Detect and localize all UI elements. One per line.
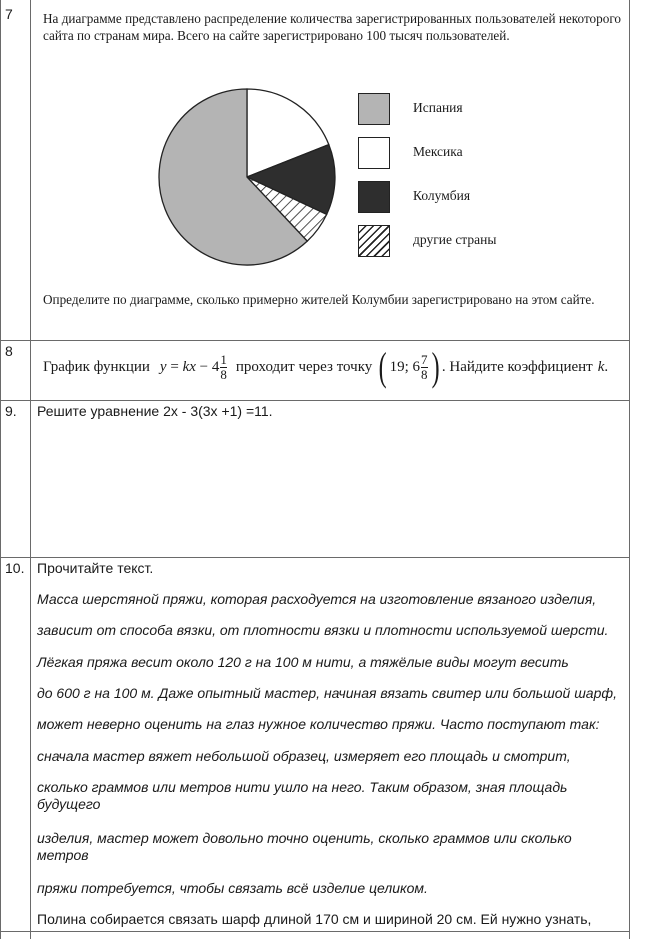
pie-chart	[147, 77, 347, 277]
text-line-2: зависит от способа вязки, от плотности вязки и плотности используемой шерсти.	[37, 622, 609, 638]
fraction-2-denominator: 8	[421, 366, 428, 382]
legend-label-2: Мексика	[413, 144, 463, 159]
fraction-1-numerator: 1	[220, 351, 227, 367]
legend-label-1: Испания	[413, 100, 463, 115]
legend-swatch-3	[358, 181, 390, 213]
text-line-1: Масса шерстяной пряжи, которая расходуется на изготовление вязаного изделия,	[37, 591, 597, 607]
task-8-tail: . Найдите коэффициент	[441, 358, 593, 375]
row-divider-9-10	[0, 557, 630, 558]
equals-sign: =	[166, 358, 183, 375]
text-line-7: сколько граммов или метров нити ушло на него. Таким образом, зная площадь будущего	[37, 779, 568, 812]
text-line-5: может неверно оценить на глаз нужное количество пряжи. Часто поступают так:	[37, 716, 600, 732]
text-line-9: пряжи потребуется, чтобы связать всё изделие целиком.	[37, 880, 428, 896]
table-border-bottom	[0, 931, 630, 932]
table-border-right	[629, 0, 630, 939]
legend-swatch-4	[358, 225, 390, 257]
table-border-left	[0, 0, 1, 939]
legend-label-4: другие страны	[413, 232, 497, 247]
paren-left: (	[378, 344, 387, 389]
task-8-lead: График функции	[43, 358, 150, 375]
task-10-last-line: Полина собирается связать шарф длиной 170 см и шириной 20 см. Ей нужно узнать,	[37, 911, 592, 927]
point-coords: 19; 6	[389, 358, 421, 375]
var-kx: kx	[182, 358, 196, 375]
table-column-divider	[30, 0, 31, 939]
text-line-4: до 600 г на 100 м. Даже опытный мастер, начиная вязать свитер или большой шарф,	[37, 685, 617, 701]
task-number-7: 7	[5, 6, 13, 22]
task-number-9: 9.	[5, 403, 17, 419]
final-period: .	[604, 358, 609, 375]
task-number-10: 10.	[5, 560, 25, 576]
task-7-question: Определите по диаграмме, сколько примерно жителей Колумбии зарегистрировано на этом сайте.	[43, 292, 595, 307]
legend-swatch-1	[358, 93, 390, 125]
fraction-1-denominator: 8	[220, 366, 227, 382]
fraction-seven-eighths	[421, 353, 428, 382]
text-line-8: изделия, мастер может довольно точно оценить, сколько граммов или сколько метров	[37, 830, 572, 863]
minus-four: − 4	[195, 358, 220, 375]
legend-swatch-2	[358, 137, 390, 169]
task-10-heading: Прочитайте текст.	[37, 560, 154, 576]
row-divider-8-9	[0, 400, 630, 401]
fraction-2-numerator: 7	[421, 351, 428, 367]
var-k: k	[597, 358, 605, 375]
text-line-3: Лёгкая пряжа весит около 120 г на 100 м нити, а тяжёлые виды могут весить	[37, 654, 569, 670]
task-8-middle: проходит через точку	[235, 358, 373, 375]
task-7-intro: На диаграмме представлено распределение количества зарегистрированных пользователей некоторого сайта по странам мира. Всего на сайте зарегистрировано 100 тысяч пользователей.	[43, 11, 621, 43]
legend-label-3: Колумбия	[413, 188, 471, 203]
text-line-6: сначала мастер вяжет небольшой образец, измеряет его площадь и смотрит,	[37, 748, 571, 764]
task-9-text: Решите уравнение 2x - 3(3x +1) =11.	[37, 403, 273, 419]
task-8-text	[43, 344, 633, 389]
fraction-one-eighth	[220, 353, 227, 382]
row-divider-7-8	[0, 340, 630, 341]
var-y: y	[159, 358, 167, 375]
paren-right: )	[431, 344, 440, 389]
task-number-8: 8	[5, 343, 13, 359]
